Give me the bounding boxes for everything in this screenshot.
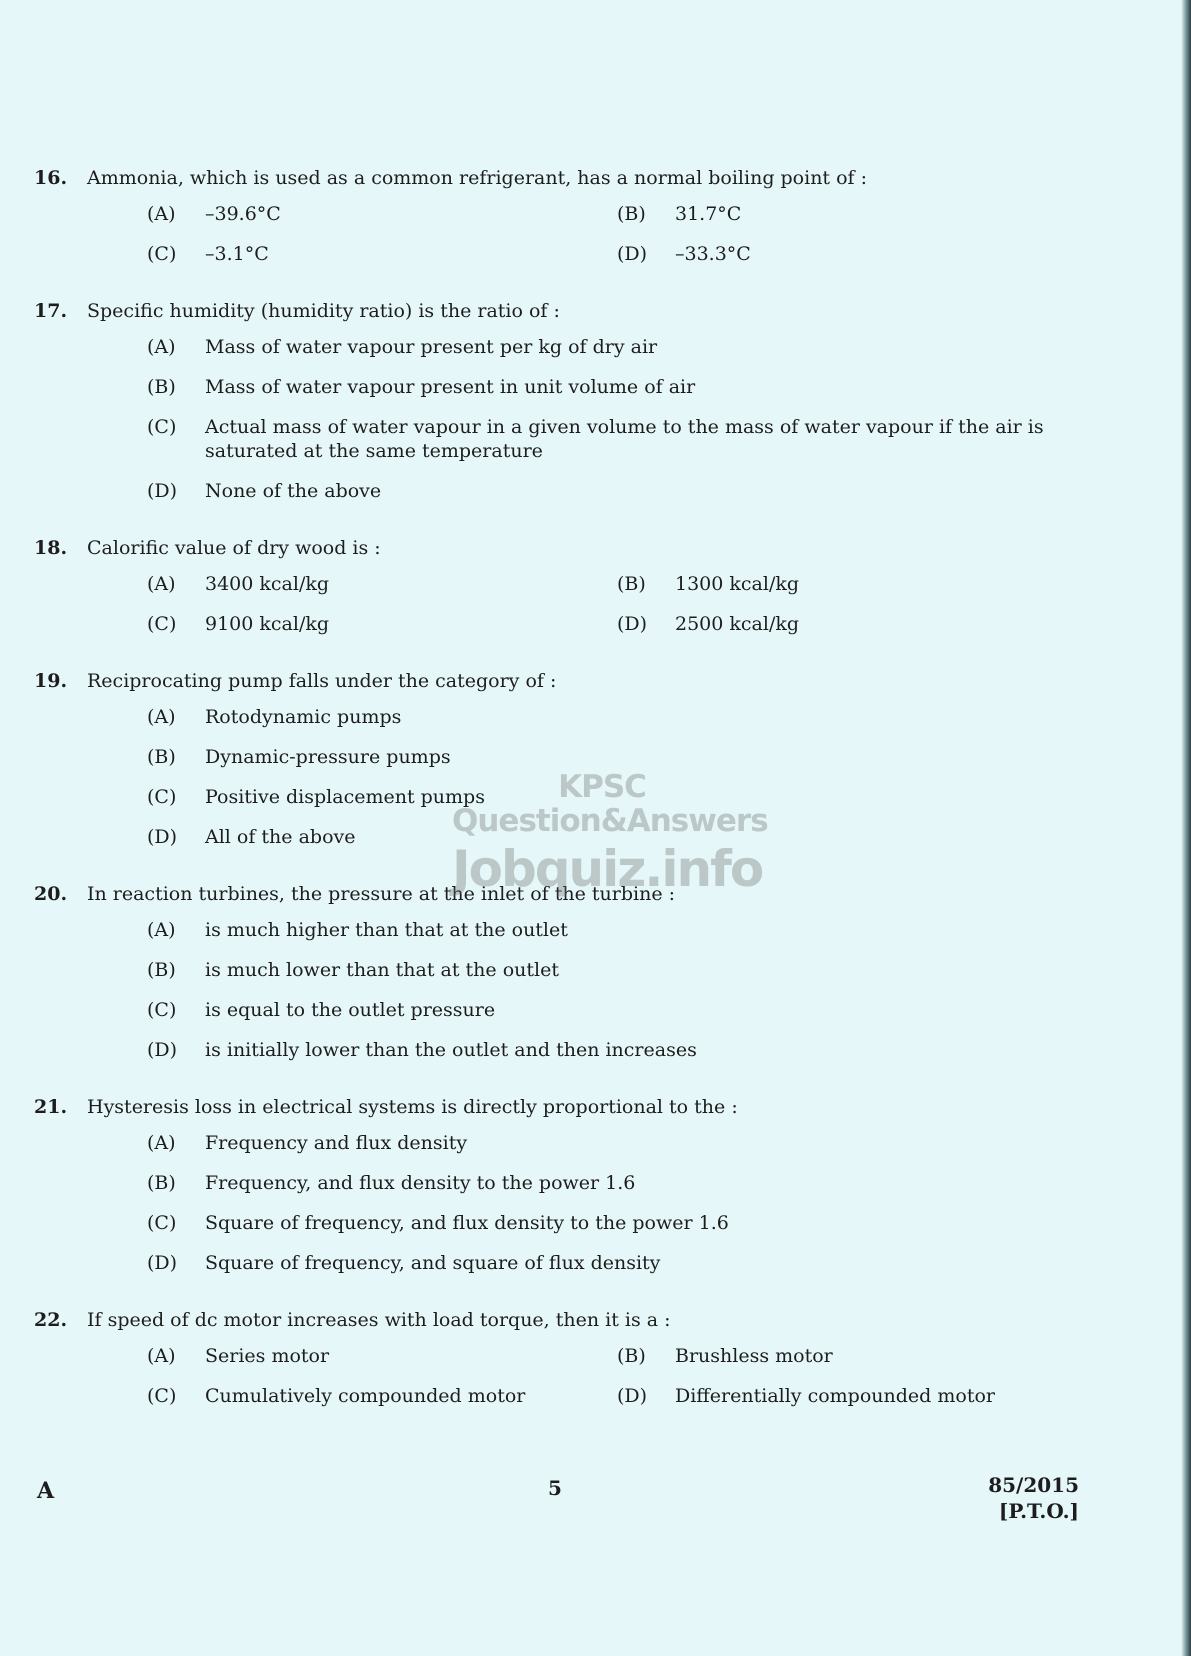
question-16 — [34, 166, 1114, 266]
option-row — [147, 1038, 1114, 1062]
option-letter: (A) — [147, 336, 176, 358]
option-text: Mass of water vapour present per kg of dry air — [205, 336, 658, 358]
option-text: 9100 kcal/kg — [205, 613, 330, 635]
exam-code: 85/2015 — [988, 1473, 1079, 1497]
question-number: 16. — [34, 167, 68, 189]
option-letter: (D) — [147, 1039, 178, 1061]
question-number: 18. — [34, 537, 68, 559]
option — [147, 1211, 1107, 1235]
question-text: Ammonia, which is used as a common refrigerant, has a normal boiling point of : — [87, 167, 868, 189]
question-text: If speed of dc motor increases with load torque, then it is a : — [87, 1309, 671, 1331]
option — [147, 1384, 617, 1408]
option-text: Differentially compounded motor — [675, 1385, 995, 1407]
option — [617, 612, 1087, 636]
option-text: All of the above — [205, 826, 356, 848]
options — [147, 335, 1114, 503]
option — [147, 1344, 617, 1368]
option-letter: (A) — [147, 919, 176, 941]
question-17 — [34, 299, 1114, 503]
question-number: 21. — [34, 1096, 68, 1118]
option-letter: (A) — [147, 573, 176, 595]
option-text: Brushless motor — [675, 1345, 833, 1367]
option — [147, 918, 1107, 942]
question-18 — [34, 536, 1114, 636]
option-letter: (A) — [147, 1345, 176, 1367]
option-row — [147, 785, 1114, 809]
options — [147, 572, 1114, 636]
question-number: 20. — [34, 883, 68, 905]
option-text: 1300 kcal/kg — [675, 573, 800, 595]
question-19 — [34, 669, 1114, 849]
option-letter: (C) — [147, 786, 177, 808]
option-row — [147, 958, 1114, 982]
option — [147, 705, 1107, 729]
option-text: Frequency and flux density — [205, 1132, 468, 1154]
watermark-line-1: KPSC Question&Answers — [452, 769, 768, 839]
option-text: is much lower than that at the outlet — [205, 959, 559, 981]
option-row — [147, 745, 1114, 769]
option — [617, 1384, 1087, 1408]
option-text: Cumulatively compounded motor — [205, 1385, 526, 1407]
option — [147, 1131, 1107, 1155]
option-row — [147, 415, 1114, 463]
option-text: Square of frequency, and flux density to the power 1.6 — [205, 1212, 729, 1234]
option — [147, 479, 1107, 503]
option-text: –39.6°C — [205, 203, 281, 225]
option-row — [147, 1251, 1114, 1275]
option-letter: (C) — [147, 999, 177, 1021]
option-text: Frequency, and flux density to the power 1.6 — [205, 1172, 636, 1194]
footer-right — [988, 1472, 1079, 1524]
question-stem — [34, 882, 1114, 906]
question-text: Reciprocating pump falls under the category of : — [87, 670, 557, 692]
question-number: 19. — [34, 670, 68, 692]
option-letter: (C) — [147, 416, 177, 438]
option-row — [147, 1344, 1114, 1368]
option-letter: (A) — [147, 203, 176, 225]
options — [147, 1131, 1114, 1275]
option-text: Dynamic-pressure pumps — [205, 746, 451, 768]
option-letter: (D) — [617, 243, 648, 265]
question-stem — [34, 166, 1114, 190]
option-letter: (D) — [147, 1252, 178, 1274]
watermark-line-2: Jobquiz.info — [452, 840, 763, 898]
option-row — [147, 998, 1114, 1022]
question-text: In reaction turbines, the pressure at the inlet of the turbine : — [87, 883, 676, 905]
options — [147, 202, 1114, 266]
option-letter: (B) — [617, 1345, 646, 1367]
question-21 — [34, 1095, 1114, 1275]
option-text: Actual mass of water vapour in a given volume to the mass of water vapour if the air is saturated at the same temperature — [205, 416, 1044, 462]
option — [147, 745, 1107, 769]
pto-label: [P.T.O.] — [998, 1499, 1079, 1523]
option-text: 31.7°C — [675, 203, 742, 225]
option-row — [147, 202, 1114, 226]
option-text: is much higher than that at the outlet — [205, 919, 568, 941]
option — [147, 202, 617, 226]
option — [147, 335, 1107, 359]
option-text: –33.3°C — [675, 243, 751, 265]
options — [147, 1344, 1114, 1408]
option-letter: (A) — [147, 706, 176, 728]
option — [147, 785, 1107, 809]
option-row — [147, 705, 1114, 729]
option-text: Mass of water vapour present in unit volume of air — [205, 376, 696, 398]
option-letter: (A) — [147, 1132, 176, 1154]
question-text: Specific humidity (humidity ratio) is the ratio of : — [87, 300, 560, 322]
question-stem — [34, 536, 1114, 560]
option-letter: (D) — [147, 480, 178, 502]
option-row — [147, 242, 1114, 266]
option — [147, 242, 617, 266]
page-number: 5 — [548, 1476, 562, 1500]
option-row — [147, 918, 1114, 942]
option-text: –3.1°C — [205, 243, 269, 265]
option-letter: (D) — [617, 1385, 648, 1407]
option — [147, 958, 1107, 982]
option-text: 2500 kcal/kg — [675, 613, 800, 635]
option-letter: (B) — [147, 1172, 176, 1194]
options — [147, 918, 1114, 1062]
option-letter: (B) — [147, 376, 176, 398]
option-row — [147, 1171, 1114, 1195]
option — [147, 612, 617, 636]
question-text: Calorific value of dry wood is : — [87, 537, 381, 559]
option — [147, 415, 1107, 463]
option — [147, 1171, 1107, 1195]
option-row — [147, 1211, 1114, 1235]
option — [147, 998, 1107, 1022]
option-row — [147, 375, 1114, 399]
question-stem — [34, 669, 1114, 693]
option-letter: (C) — [147, 243, 177, 265]
question-stem — [34, 1308, 1114, 1332]
option — [147, 572, 617, 596]
option — [147, 1251, 1107, 1275]
option-text: 3400 kcal/kg — [205, 573, 330, 595]
question-number: 17. — [34, 300, 68, 322]
option-row — [147, 1384, 1114, 1408]
page-edge-shadow — [1181, 0, 1191, 1656]
option-text: is initially lower than the outlet and then increases — [205, 1039, 697, 1061]
option-text: Series motor — [205, 1345, 330, 1367]
question-list — [34, 166, 1114, 1441]
option-letter: (C) — [147, 1385, 177, 1407]
option — [617, 242, 1087, 266]
option-text: is equal to the outlet pressure — [205, 999, 496, 1021]
option-text: Square of frequency, and square of flux density — [205, 1252, 661, 1274]
option — [147, 375, 1107, 399]
option-text: Rotodynamic pumps — [205, 706, 402, 728]
option-text: Positive displacement pumps — [205, 786, 485, 808]
option — [617, 202, 1087, 226]
question-stem — [34, 299, 1114, 323]
option-letter: (B) — [147, 959, 176, 981]
option-row — [147, 479, 1114, 503]
option-letter: (B) — [617, 203, 646, 225]
question-stem — [34, 1095, 1114, 1119]
options — [147, 705, 1114, 849]
question-text: Hysteresis loss in electrical systems is directly proportional to the : — [87, 1096, 738, 1118]
option-row — [147, 572, 1114, 596]
option-row — [147, 825, 1114, 849]
option-letter: (C) — [147, 1212, 177, 1234]
series-code: A — [37, 1478, 55, 1504]
question-22 — [34, 1308, 1114, 1408]
option — [617, 1344, 1087, 1368]
question-20 — [34, 882, 1114, 1062]
option-letter: (D) — [147, 826, 178, 848]
option-letter: (B) — [617, 573, 646, 595]
question-number: 22. — [34, 1309, 68, 1331]
option-row — [147, 1131, 1114, 1155]
option-letter: (B) — [147, 746, 176, 768]
option-row — [147, 335, 1114, 359]
option-letter: (D) — [617, 613, 648, 635]
option — [147, 1038, 1107, 1062]
option-text: None of the above — [205, 480, 382, 502]
option — [147, 825, 1107, 849]
option — [617, 572, 1087, 596]
option-letter: (C) — [147, 613, 177, 635]
option-row — [147, 612, 1114, 636]
